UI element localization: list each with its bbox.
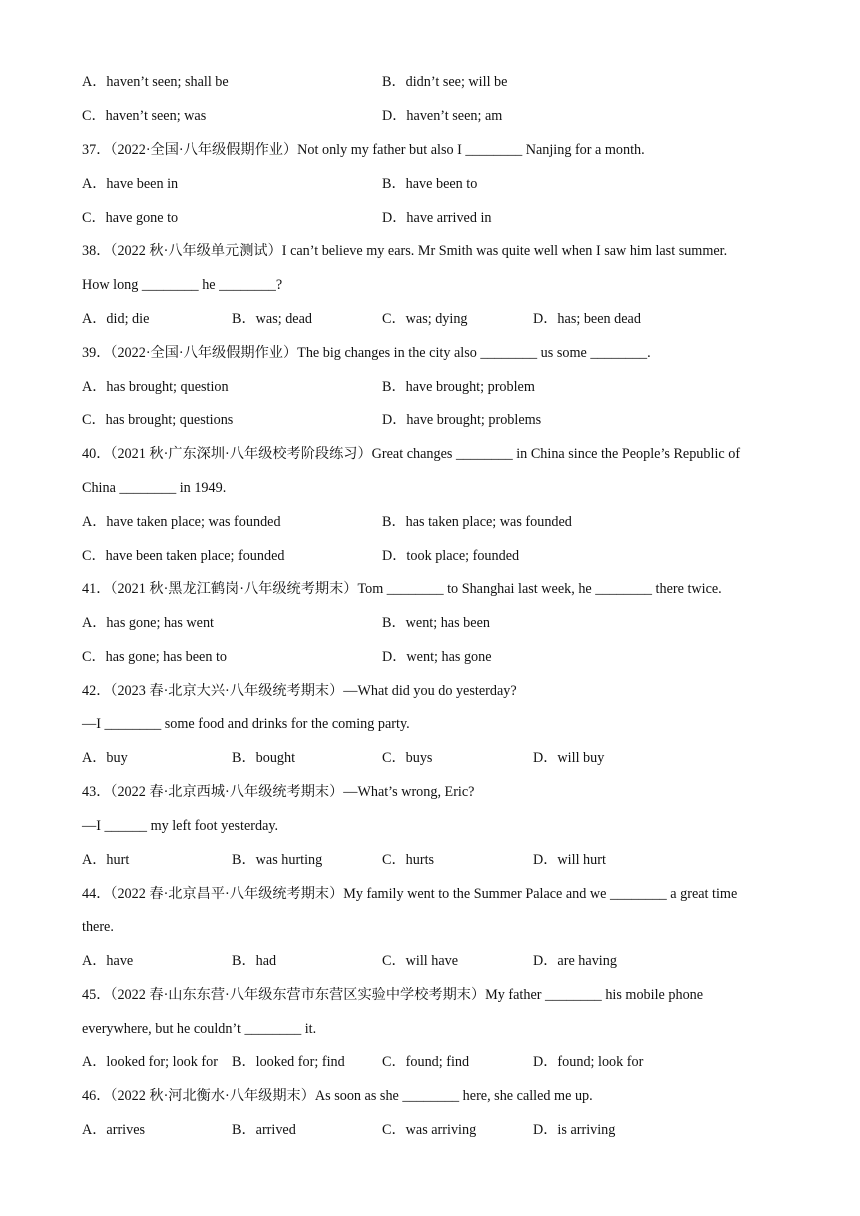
q38-stem-continued: How long ________ he ________?: [82, 277, 283, 293]
q41-option-d: D．went; has gone: [382, 649, 492, 665]
q40-option-c: C．have been taken place; founded: [82, 548, 285, 564]
q43-option-d: D．will hurt: [533, 852, 606, 868]
q44-option-a: A．have: [82, 953, 134, 969]
q44-stem: 44．（2022 春·北京昌平·八年级统考期末）My family went to the Summer Palace and we ________ a great time: [82, 886, 738, 902]
q39-option-a: A．has brought; question: [82, 379, 229, 395]
q37-option-b: B．have been to: [382, 176, 478, 192]
q42-option-c: C．buys: [382, 750, 433, 766]
q41-option-b: B．went; has been: [382, 615, 490, 631]
q43-stem: 43．（2022 春·北京西城·八年级统考期末）—What’s wrong, Eric?: [82, 784, 475, 800]
q45-option-c: C．found; find: [382, 1054, 470, 1070]
q46-option-c: C．was arriving: [382, 1122, 477, 1138]
q37-option-c: C．have gone to: [82, 210, 179, 226]
q38-option-d: D．has; been dead: [533, 311, 641, 327]
q43-option-a: A．hurt: [82, 852, 130, 868]
q40-option-a: A．have taken place; was founded: [82, 514, 281, 530]
q45-option-a: A．looked for; look for: [82, 1054, 218, 1070]
q44-option-c: C．will have: [382, 953, 459, 969]
q46-option-d: D．is arriving: [533, 1122, 616, 1138]
q37-option-a: A．have been in: [82, 176, 179, 192]
q45-option-d: D．found; look for: [533, 1054, 644, 1070]
q36-option-d: D．haven’t seen; am: [382, 108, 503, 124]
q40-option-d: D．took place; founded: [382, 548, 520, 564]
q46-stem: 46．（2022 秋·河北衡水·八年级期末）As soon as she ________ here, she called me up.: [82, 1088, 593, 1104]
q41-option-a: A．has gone; has went: [82, 615, 214, 631]
q40-stem-continued: China ________ in 1949.: [82, 480, 227, 496]
q45-stem-continued: everywhere, but he couldn’t ________ it.: [82, 1021, 317, 1037]
q37-stem: 37．（2022·全国·八年级假期作业）Not only my father but also I ________ Nanjing for a month.: [82, 142, 645, 158]
q39-option-b: B．have brought; problem: [382, 379, 535, 395]
q42-option-d: D．will buy: [533, 750, 605, 766]
q43-option-b: B．was hurting: [232, 852, 323, 868]
q36-option-c: C．haven’t seen; was: [82, 108, 207, 124]
q40-option-b: B．has taken place; was founded: [382, 514, 572, 530]
q44-option-b: B．had: [232, 953, 277, 969]
q38-option-b: B．was; dead: [232, 311, 312, 327]
q43-option-c: C．hurts: [382, 852, 435, 868]
q39-stem: 39．（2022·全国·八年级假期作业）The big changes in the city also ________ us some ________.: [82, 345, 651, 361]
q42-stem: 42．（2023 春·北京大兴·八年级统考期末）—What did you do yesterday?: [82, 683, 517, 699]
q36-option-b: B．didn’t see; will be: [382, 74, 508, 90]
q45-option-b: B．looked for; find: [232, 1054, 345, 1070]
q38-stem: 38．（2022 秋·八年级单元测试）I can’t believe my ears. Mr Smith was quite well when I saw him last summer.: [82, 243, 728, 259]
q42-option-b: B．bought: [232, 750, 296, 766]
q39-option-c: C．has brought; questions: [82, 412, 234, 428]
q42-option-a: A．buy: [82, 750, 128, 766]
q42-stem-continued: —I ________ some food and drinks for the coming party.: [82, 716, 410, 732]
q46-option-b: B．arrived: [232, 1122, 296, 1138]
q46-option-a: A．arrives: [82, 1122, 146, 1138]
q41-stem: 41．（2021 秋·黑龙江鹤岗·八年级统考期末）Tom ________ to Shanghai last week, he ________ there twice.: [82, 581, 722, 597]
q40-stem: 40．（2021 秋·广东深圳·八年级校考阶段练习）Great changes ________ in China since the People’s Republic of: [82, 446, 741, 462]
q44-stem-continued: there.: [82, 919, 114, 935]
q44-option-d: D．are having: [533, 953, 617, 969]
q45-stem: 45．（2022 春·山东东营·八年级东营市东营区实验中学校考期末）My father ________ his mobile phone: [82, 987, 704, 1003]
q36-option-a: A．haven’t seen; shall be: [82, 74, 229, 90]
q38-option-c: C．was; dying: [382, 311, 468, 327]
q41-option-c: C．has gone; has been to: [82, 649, 227, 665]
q38-option-a: A．did; die: [82, 311, 150, 327]
q43-stem-continued: —I ______ my left foot yesterday.: [82, 818, 279, 834]
q39-option-d: D．have brought; problems: [382, 412, 542, 428]
q37-option-d: D．have arrived in: [382, 210, 492, 226]
